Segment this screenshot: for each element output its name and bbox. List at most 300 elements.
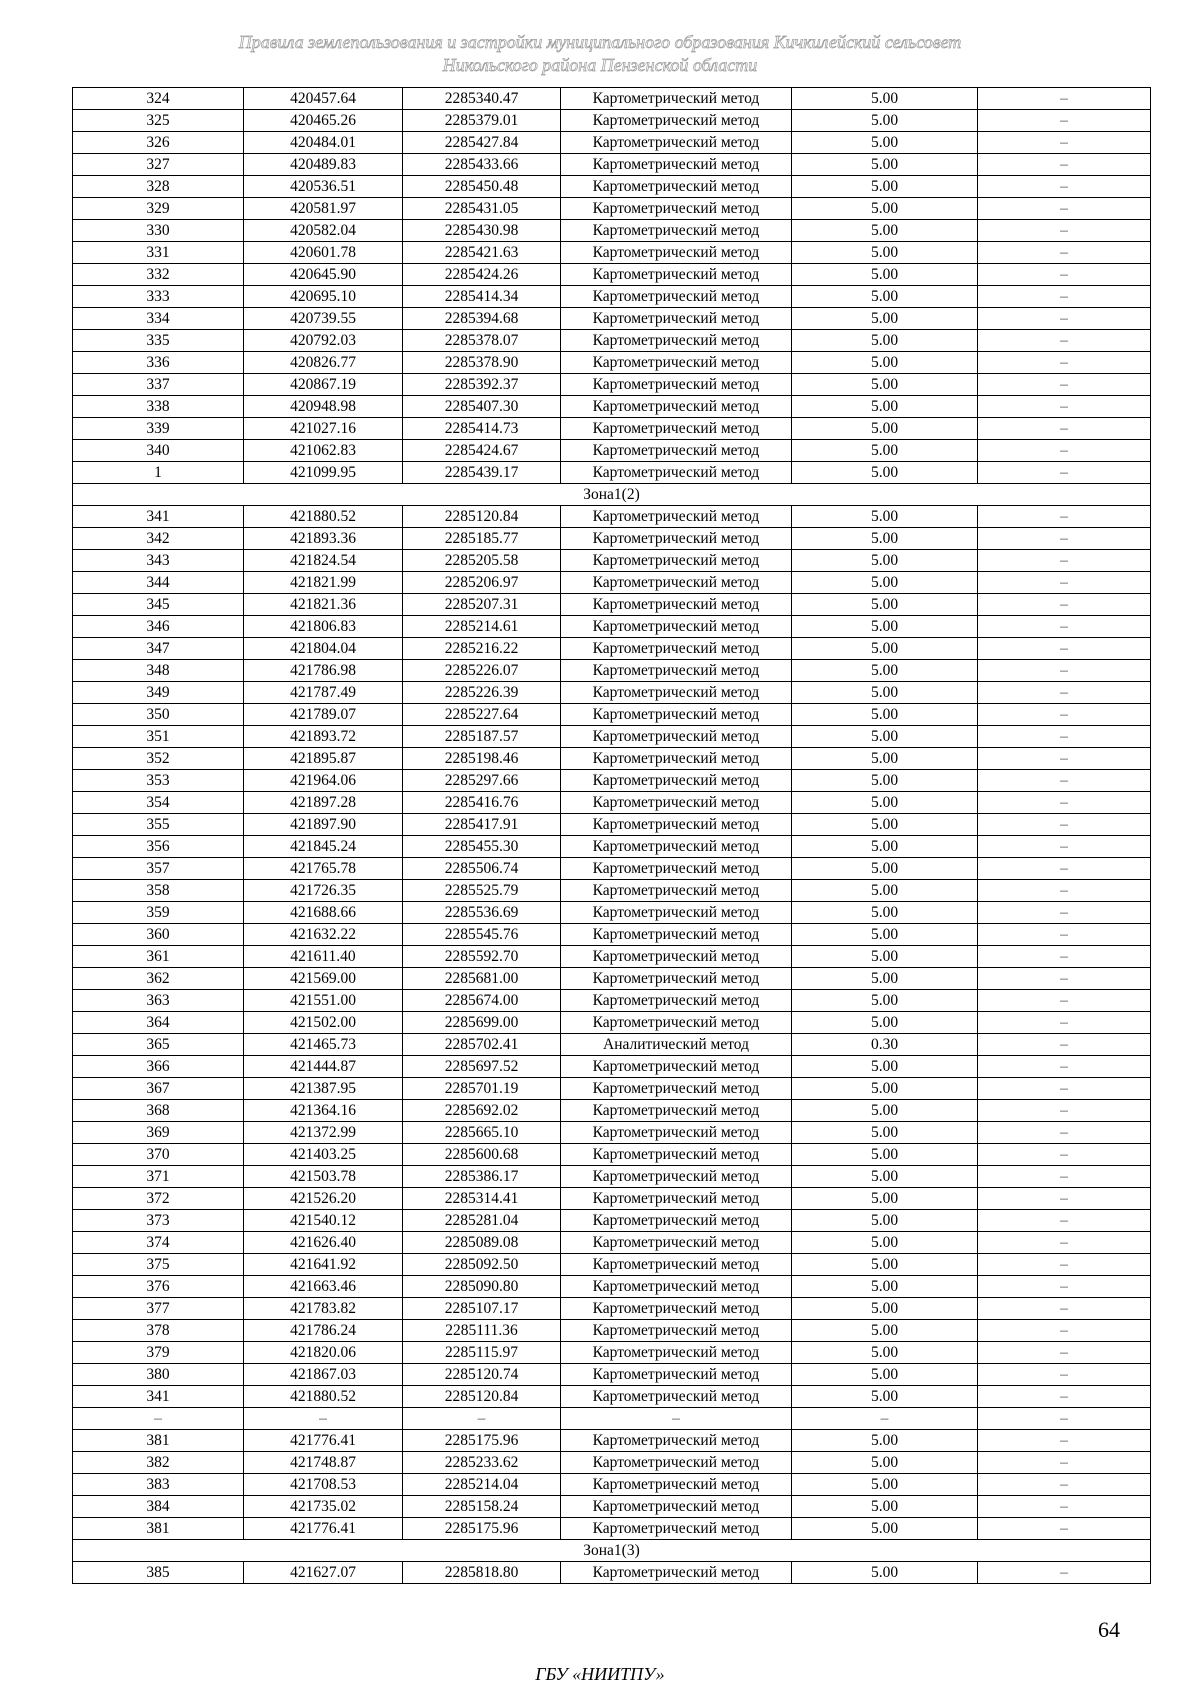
y-coordinate-cell: 2285120.74: [403, 1364, 561, 1386]
accuracy-cell: 5.00: [792, 1254, 978, 1276]
accuracy-cell: 5.00: [792, 836, 978, 858]
note-cell: –: [978, 352, 1151, 374]
note-cell: –: [978, 242, 1151, 264]
x-coordinate-cell: 420826.77: [244, 352, 403, 374]
accuracy-cell: 5.00: [792, 1430, 978, 1452]
method-cell: Картометрический метод: [561, 264, 792, 286]
note-cell: –: [978, 594, 1151, 616]
y-coordinate-cell: 2285430.98: [403, 220, 561, 242]
x-coordinate-cell: 420582.04: [244, 220, 403, 242]
x-coordinate-cell: 420484.01: [244, 132, 403, 154]
note-cell: –: [978, 110, 1151, 132]
method-cell: Картометрический метод: [561, 1100, 792, 1122]
method-cell: Картометрический метод: [561, 1496, 792, 1518]
x-coordinate-cell: 421387.95: [244, 1078, 403, 1100]
table-row: [73, 726, 1151, 748]
table-row: [73, 1232, 1151, 1254]
x-coordinate-cell: 421099.95: [244, 462, 403, 484]
note-cell: –: [978, 1430, 1151, 1452]
method-cell: Картометрический метод: [561, 770, 792, 792]
point-number-cell: 369: [73, 1122, 244, 1144]
note-cell: –: [978, 1254, 1151, 1276]
y-coordinate-cell: 2285378.07: [403, 330, 561, 352]
point-number-cell: 354: [73, 792, 244, 814]
table-row: [73, 198, 1151, 220]
y-coordinate-cell: 2285545.76: [403, 924, 561, 946]
accuracy-cell: 5.00: [792, 1364, 978, 1386]
table-row: [73, 462, 1151, 484]
y-coordinate-cell: 2285340.47: [403, 88, 561, 110]
table-row: [73, 1474, 1151, 1496]
note-cell: –: [978, 792, 1151, 814]
method-cell: Картометрический метод: [561, 1320, 792, 1342]
method-cell: Картометрический метод: [561, 880, 792, 902]
x-coordinate-cell: 421880.52: [244, 1386, 403, 1408]
table-row: [73, 528, 1151, 550]
table-row: [73, 242, 1151, 264]
note-cell: –: [978, 748, 1151, 770]
x-coordinate-cell: 421611.40: [244, 946, 403, 968]
table-row: [73, 1122, 1151, 1144]
note-cell: –: [978, 946, 1151, 968]
accuracy-cell: 5.00: [792, 242, 978, 264]
footer-organization: ГБУ «НИИТПУ»: [535, 1664, 665, 1684]
accuracy-cell: 5.00: [792, 418, 978, 440]
note-cell: –: [978, 550, 1151, 572]
x-coordinate-cell: 420601.78: [244, 242, 403, 264]
method-cell: –: [561, 1408, 792, 1430]
method-cell: Картометрический метод: [561, 1122, 792, 1144]
x-coordinate-cell: 421627.07: [244, 1562, 403, 1584]
accuracy-cell: 5.00: [792, 946, 978, 968]
y-coordinate-cell: 2285233.62: [403, 1452, 561, 1474]
note-cell: –: [978, 880, 1151, 902]
y-coordinate-cell: 2285198.46: [403, 748, 561, 770]
method-cell: Картометрический метод: [561, 1078, 792, 1100]
y-coordinate-cell: 2285205.58: [403, 550, 561, 572]
point-number-cell: 376: [73, 1276, 244, 1298]
point-number-cell: 348: [73, 660, 244, 682]
y-coordinate-cell: 2285701.19: [403, 1078, 561, 1100]
table-row: [73, 660, 1151, 682]
x-coordinate-cell: 421845.24: [244, 836, 403, 858]
table-row: [73, 924, 1151, 946]
x-coordinate-cell: 421062.83: [244, 440, 403, 462]
accuracy-cell: 5.00: [792, 1562, 978, 1584]
point-number-cell: 368: [73, 1100, 244, 1122]
table-row: [73, 1298, 1151, 1320]
method-cell: Картометрический метод: [561, 154, 792, 176]
x-coordinate-cell: 421372.99: [244, 1122, 403, 1144]
point-number-cell: 374: [73, 1232, 244, 1254]
accuracy-cell: 5.00: [792, 1276, 978, 1298]
note-cell: –: [978, 1474, 1151, 1496]
table-row: [73, 836, 1151, 858]
x-coordinate-cell: 420645.90: [244, 264, 403, 286]
table-row: [73, 968, 1151, 990]
point-number-cell: 333: [73, 286, 244, 308]
method-cell: Картометрический метод: [561, 682, 792, 704]
y-coordinate-cell: 2285089.08: [403, 1232, 561, 1254]
note-cell: –: [978, 572, 1151, 594]
accuracy-cell: 5.00: [792, 748, 978, 770]
method-cell: Картометрический метод: [561, 1474, 792, 1496]
accuracy-cell: 5.00: [792, 924, 978, 946]
point-number-cell: 344: [73, 572, 244, 594]
table-row: [73, 572, 1151, 594]
method-cell: Картометрический метод: [561, 286, 792, 308]
zone-section-row: [73, 484, 1151, 506]
point-number-cell: 357: [73, 858, 244, 880]
point-number-cell: 349: [73, 682, 244, 704]
method-cell: Картометрический метод: [561, 836, 792, 858]
method-cell: Картометрический метод: [561, 704, 792, 726]
method-cell: Картометрический метод: [561, 220, 792, 242]
zone-section-label: Зона1(2): [73, 484, 1151, 506]
point-number-cell: 1: [73, 462, 244, 484]
accuracy-cell: 5.00: [792, 1012, 978, 1034]
note-cell: –: [978, 1034, 1151, 1056]
point-number-cell: 362: [73, 968, 244, 990]
note-cell: –: [978, 1518, 1151, 1540]
table-row: [73, 594, 1151, 616]
y-coordinate-cell: 2285702.41: [403, 1034, 561, 1056]
accuracy-cell: 5.00: [792, 726, 978, 748]
accuracy-cell: 0.30: [792, 1034, 978, 1056]
x-coordinate-cell: 421821.36: [244, 594, 403, 616]
point-number-cell: 383: [73, 1474, 244, 1496]
point-number-cell: 353: [73, 770, 244, 792]
point-number-cell: 364: [73, 1012, 244, 1034]
table-row: [73, 1408, 1151, 1430]
table-row: [73, 792, 1151, 814]
note-cell: –: [978, 374, 1151, 396]
x-coordinate-cell: 421880.52: [244, 506, 403, 528]
table-row: [73, 1386, 1151, 1408]
accuracy-cell: 5.00: [792, 110, 978, 132]
table-row: [73, 396, 1151, 418]
y-coordinate-cell: 2285120.84: [403, 506, 561, 528]
y-coordinate-cell: 2285281.04: [403, 1210, 561, 1232]
accuracy-cell: 5.00: [792, 88, 978, 110]
table-row: [73, 1056, 1151, 1078]
y-coordinate-cell: 2285120.84: [403, 1386, 561, 1408]
note-cell: –: [978, 1012, 1151, 1034]
zone-section-row: [73, 1540, 1151, 1562]
x-coordinate-cell: 421893.72: [244, 726, 403, 748]
method-cell: Картометрический метод: [561, 1518, 792, 1540]
table-row: [73, 1452, 1151, 1474]
method-cell: Картометрический метод: [561, 902, 792, 924]
note-cell: –: [978, 1188, 1151, 1210]
note-cell: –: [978, 814, 1151, 836]
x-coordinate-cell: 421897.28: [244, 792, 403, 814]
table-row: [73, 1100, 1151, 1122]
point-number-cell: 338: [73, 396, 244, 418]
y-coordinate-cell: –: [403, 1408, 561, 1430]
note-cell: –: [978, 770, 1151, 792]
y-coordinate-cell: 2285090.80: [403, 1276, 561, 1298]
method-cell: Картометрический метод: [561, 1386, 792, 1408]
point-number-cell: 345: [73, 594, 244, 616]
method-cell: Картометрический метод: [561, 1056, 792, 1078]
table-row: [73, 1034, 1151, 1056]
point-number-cell: –: [73, 1408, 244, 1430]
table-row: [73, 1188, 1151, 1210]
accuracy-cell: 5.00: [792, 1474, 978, 1496]
point-number-cell: 332: [73, 264, 244, 286]
x-coordinate-cell: 421824.54: [244, 550, 403, 572]
method-cell: Картометрический метод: [561, 198, 792, 220]
point-number-cell: 371: [73, 1166, 244, 1188]
point-number-cell: 363: [73, 990, 244, 1012]
x-coordinate-cell: 421789.07: [244, 704, 403, 726]
y-coordinate-cell: 2285536.69: [403, 902, 561, 924]
table-row: [73, 1562, 1151, 1584]
accuracy-cell: 5.00: [792, 506, 978, 528]
x-coordinate-cell: 421444.87: [244, 1056, 403, 1078]
x-coordinate-cell: 420489.83: [244, 154, 403, 176]
y-coordinate-cell: 2285214.04: [403, 1474, 561, 1496]
accuracy-cell: 5.00: [792, 330, 978, 352]
accuracy-cell: 5.00: [792, 440, 978, 462]
y-coordinate-cell: 2285674.00: [403, 990, 561, 1012]
table-row: [73, 1276, 1151, 1298]
note-cell: –: [978, 704, 1151, 726]
y-coordinate-cell: 2285115.97: [403, 1342, 561, 1364]
accuracy-cell: 5.00: [792, 1166, 978, 1188]
x-coordinate-cell: 421569.00: [244, 968, 403, 990]
table-row: [73, 110, 1151, 132]
method-cell: Картометрический метод: [561, 1232, 792, 1254]
table-row: [73, 1496, 1151, 1518]
note-cell: –: [978, 1320, 1151, 1342]
method-cell: Картометрический метод: [561, 330, 792, 352]
x-coordinate-cell: 421632.22: [244, 924, 403, 946]
point-number-cell: 347: [73, 638, 244, 660]
x-coordinate-cell: 420792.03: [244, 330, 403, 352]
x-coordinate-cell: 421783.82: [244, 1298, 403, 1320]
table-row: [73, 352, 1151, 374]
y-coordinate-cell: 2285187.57: [403, 726, 561, 748]
table-row: [73, 374, 1151, 396]
table-row: [73, 308, 1151, 330]
y-coordinate-cell: 2285592.70: [403, 946, 561, 968]
note-cell: –: [978, 132, 1151, 154]
point-number-cell: 342: [73, 528, 244, 550]
point-number-cell: 360: [73, 924, 244, 946]
table-row: [73, 1342, 1151, 1364]
method-cell: Картометрический метод: [561, 1430, 792, 1452]
point-number-cell: 329: [73, 198, 244, 220]
x-coordinate-cell: 420457.64: [244, 88, 403, 110]
y-coordinate-cell: 2285207.31: [403, 594, 561, 616]
accuracy-cell: 5.00: [792, 814, 978, 836]
table-row: [73, 220, 1151, 242]
note-cell: –: [978, 88, 1151, 110]
method-cell: Картометрический метод: [561, 814, 792, 836]
accuracy-cell: 5.00: [792, 572, 978, 594]
x-coordinate-cell: 421897.90: [244, 814, 403, 836]
method-cell: Картометрический метод: [561, 946, 792, 968]
note-cell: –: [978, 682, 1151, 704]
coordinates-table: [72, 87, 1151, 1584]
x-coordinate-cell: 421641.92: [244, 1254, 403, 1276]
y-coordinate-cell: 2285227.64: [403, 704, 561, 726]
point-number-cell: 375: [73, 1254, 244, 1276]
method-cell: Картометрический метод: [561, 132, 792, 154]
point-number-cell: 326: [73, 132, 244, 154]
y-coordinate-cell: 2285407.30: [403, 396, 561, 418]
x-coordinate-cell: –: [244, 1408, 403, 1430]
point-number-cell: 336: [73, 352, 244, 374]
point-number-cell: 359: [73, 902, 244, 924]
x-coordinate-cell: 421663.46: [244, 1276, 403, 1298]
method-cell: Картометрический метод: [561, 594, 792, 616]
note-cell: –: [978, 506, 1151, 528]
method-cell: Картометрический метод: [561, 660, 792, 682]
method-cell: Картометрический метод: [561, 1012, 792, 1034]
x-coordinate-cell: 421403.25: [244, 1144, 403, 1166]
method-cell: Картометрический метод: [561, 1254, 792, 1276]
y-coordinate-cell: 2285092.50: [403, 1254, 561, 1276]
point-number-cell: 356: [73, 836, 244, 858]
note-cell: –: [978, 1232, 1151, 1254]
note-cell: –: [978, 660, 1151, 682]
point-number-cell: 358: [73, 880, 244, 902]
x-coordinate-cell: 421688.66: [244, 902, 403, 924]
accuracy-cell: 5.00: [792, 396, 978, 418]
note-cell: –: [978, 836, 1151, 858]
accuracy-cell: 5.00: [792, 880, 978, 902]
point-number-cell: 350: [73, 704, 244, 726]
table-row: [73, 176, 1151, 198]
y-coordinate-cell: 2285818.80: [403, 1562, 561, 1584]
y-coordinate-cell: 2285107.17: [403, 1298, 561, 1320]
note-cell: –: [978, 902, 1151, 924]
table-row: [73, 858, 1151, 880]
method-cell: Картометрический метод: [561, 506, 792, 528]
accuracy-cell: 5.00: [792, 308, 978, 330]
point-number-cell: 381: [73, 1518, 244, 1540]
table-row: [73, 880, 1151, 902]
method-cell: Картометрический метод: [561, 968, 792, 990]
x-coordinate-cell: 420581.97: [244, 198, 403, 220]
x-coordinate-cell: 421776.41: [244, 1518, 403, 1540]
note-cell: –: [978, 198, 1151, 220]
table-row: [73, 88, 1151, 110]
y-coordinate-cell: 2285665.10: [403, 1122, 561, 1144]
method-cell: Картометрический метод: [561, 88, 792, 110]
note-cell: –: [978, 1386, 1151, 1408]
note-cell: –: [978, 1452, 1151, 1474]
x-coordinate-cell: 421708.53: [244, 1474, 403, 1496]
accuracy-cell: 5.00: [792, 770, 978, 792]
accuracy-cell: 5.00: [792, 1122, 978, 1144]
accuracy-cell: 5.00: [792, 220, 978, 242]
x-coordinate-cell: 421776.41: [244, 1430, 403, 1452]
method-cell: Картометрический метод: [561, 572, 792, 594]
point-number-cell: 352: [73, 748, 244, 770]
accuracy-cell: 5.00: [792, 374, 978, 396]
note-cell: –: [978, 462, 1151, 484]
accuracy-cell: 5.00: [792, 660, 978, 682]
table-row: [73, 506, 1151, 528]
method-cell: Картометрический метод: [561, 374, 792, 396]
accuracy-cell: 5.00: [792, 154, 978, 176]
note-cell: –: [978, 726, 1151, 748]
accuracy-cell: 5.00: [792, 1078, 978, 1100]
x-coordinate-cell: 421821.99: [244, 572, 403, 594]
point-number-cell: 365: [73, 1034, 244, 1056]
method-cell: Картометрический метод: [561, 792, 792, 814]
point-number-cell: 341: [73, 1386, 244, 1408]
accuracy-cell: 5.00: [792, 1056, 978, 1078]
note-cell: –: [978, 154, 1151, 176]
accuracy-cell: 5.00: [792, 1232, 978, 1254]
table-row: [73, 1254, 1151, 1276]
x-coordinate-cell: 420465.26: [244, 110, 403, 132]
table-row: [73, 638, 1151, 660]
table-row: [73, 1210, 1151, 1232]
point-number-cell: 337: [73, 374, 244, 396]
method-cell: Картометрический метод: [561, 1188, 792, 1210]
y-coordinate-cell: 2285214.61: [403, 616, 561, 638]
point-number-cell: 385: [73, 1562, 244, 1584]
accuracy-cell: 5.00: [792, 1188, 978, 1210]
point-number-cell: 377: [73, 1298, 244, 1320]
note-cell: –: [978, 1210, 1151, 1232]
point-number-cell: 372: [73, 1188, 244, 1210]
accuracy-cell: 5.00: [792, 528, 978, 550]
accuracy-cell: 5.00: [792, 638, 978, 660]
x-coordinate-cell: 421540.12: [244, 1210, 403, 1232]
note-cell: –: [978, 968, 1151, 990]
note-cell: –: [978, 1100, 1151, 1122]
table-row: [73, 440, 1151, 462]
y-coordinate-cell: 2285386.17: [403, 1166, 561, 1188]
accuracy-cell: 5.00: [792, 264, 978, 286]
point-number-cell: 343: [73, 550, 244, 572]
document-header-line-2: Никольского района Пензенской области: [442, 55, 758, 75]
y-coordinate-cell: 2285697.52: [403, 1056, 561, 1078]
y-coordinate-cell: 2285416.76: [403, 792, 561, 814]
y-coordinate-cell: 2285433.66: [403, 154, 561, 176]
table-row: [73, 1518, 1151, 1540]
accuracy-cell: 5.00: [792, 1342, 978, 1364]
x-coordinate-cell: 421786.24: [244, 1320, 403, 1342]
method-cell: Картометрический метод: [561, 1166, 792, 1188]
point-number-cell: 346: [73, 616, 244, 638]
point-number-cell: 373: [73, 1210, 244, 1232]
note-cell: –: [978, 1144, 1151, 1166]
point-number-cell: 334: [73, 308, 244, 330]
note-cell: –: [978, 330, 1151, 352]
table-row: [73, 154, 1151, 176]
y-coordinate-cell: 2285314.41: [403, 1188, 561, 1210]
accuracy-cell: 5.00: [792, 462, 978, 484]
point-number-cell: 379: [73, 1342, 244, 1364]
y-coordinate-cell: 2285226.07: [403, 660, 561, 682]
y-coordinate-cell: 2285699.00: [403, 1012, 561, 1034]
y-coordinate-cell: 2285424.67: [403, 440, 561, 462]
x-coordinate-cell: 421726.35: [244, 880, 403, 902]
x-coordinate-cell: 421804.04: [244, 638, 403, 660]
table-row: [73, 132, 1151, 154]
x-coordinate-cell: 421820.06: [244, 1342, 403, 1364]
note-cell: –: [978, 1364, 1151, 1386]
method-cell: Картометрический метод: [561, 396, 792, 418]
